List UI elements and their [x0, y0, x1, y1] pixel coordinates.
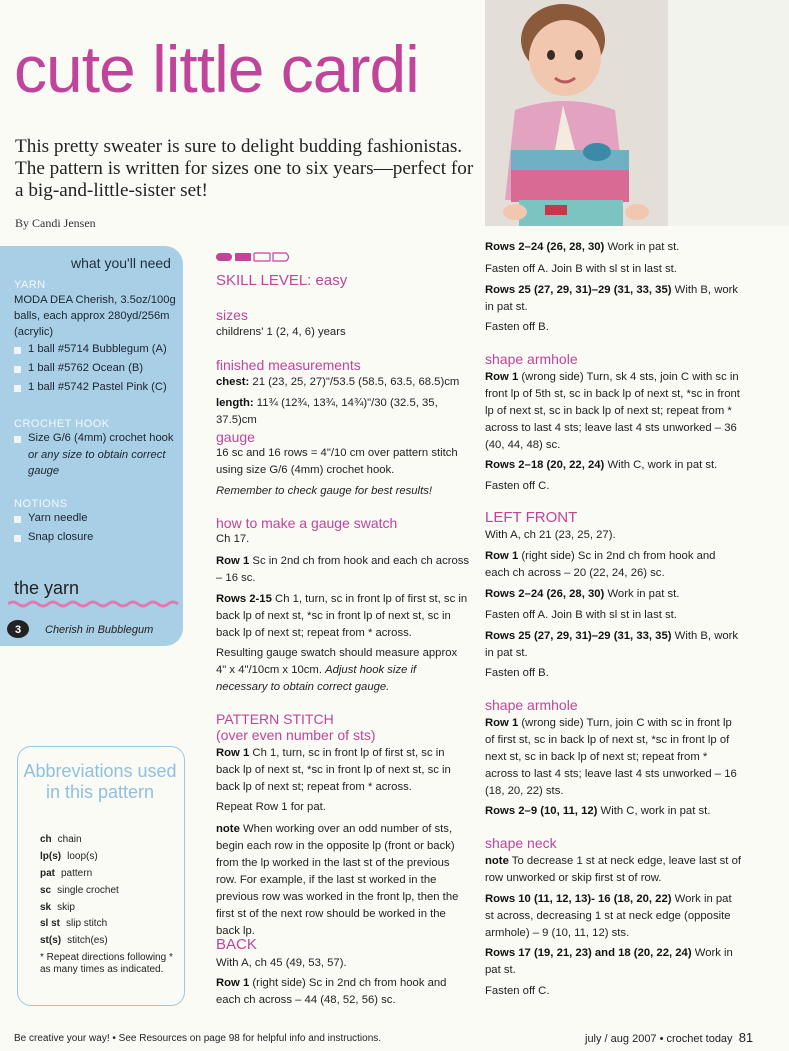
the-yarn-heading: the yarn [14, 578, 80, 598]
section-heading-lf-armhole: shape armhole [485, 697, 578, 713]
gauge-text: 16 sc and 16 rows = 4"/10 cm over pattern stitch using size G/6 (4mm) crochet hook. [216, 447, 458, 476]
lf-armhole-row1: Row 1 (wrong side) Turn, join C with sc in front lp of first st, sc in back lp of next st, *sc in front lp of next st, sc in back lp of next st; repeat from * across to last 4 sts; leave last 4 sts unworked – 16 (18, 20, 22) sts. [485, 717, 737, 797]
left-front-rows25: Rows 25 (27, 29, 31)–29 (31, 33, 35) With B, work in pat st. [485, 630, 739, 659]
bullet-icon [14, 436, 21, 443]
armhole-row1: Row 1 (wrong side) Turn, sk 4 sts, join C with sc in front lp of 5th st, sc in back lp of next st, *sc in front lp of next st, sc in back lp of next st; repeat from * across to last 4 sts; leave last 4 sts unworked – 36 (40, 44, 48) sc. [485, 371, 740, 451]
sizes-text: childrens' 1 (2, 4, 6) years [216, 326, 346, 338]
child-photo [485, 0, 668, 226]
lf-armhole-rows2-9: Rows 2–9 (10, 11, 12) With C, work in pat st. [485, 805, 711, 817]
footer-note: Be creative your way! • See Resources on page 98 for helpful info and instructions. [14, 1033, 382, 1044]
abbreviations-title: Abbreviations used in this pattern [23, 761, 177, 802]
yarn-item: 1 ball #5714 Bubblegum (A) [28, 343, 167, 355]
hook-section-label: CROCHET HOOK [14, 418, 110, 430]
byline: By Candi Jensen [15, 216, 96, 230]
section-heading-neck: shape neck [485, 835, 557, 851]
swatch-rows2-15: Rows 2-15 Ch 1, turn, sc in front lp of first st, sc in back lp of next st, *sc in front lp of next st, sc in back lp of next st; repeat from * across. [216, 593, 468, 639]
section-heading-left-front: LEFT FRONT [485, 509, 578, 526]
yarn-item: 1 ball #5742 Pastel Pink (C) [28, 381, 167, 393]
pattern-stitch-note: note When working over an odd number of sts, begin each row in the opposite lp (front or back) from the lp worked in the last st of the previous row. For example, if the last st worked in the previous row was worked in the front lp, then the first st of the next row should be worked in the back lp. [216, 823, 459, 937]
pattern-stitch-subheading: (over even number of sts) [216, 727, 376, 743]
abbreviation-item: pat pattern [40, 868, 93, 879]
section-heading-back: BACK [216, 936, 257, 953]
section-heading-pattern-stitch: PATTERN STITCH [216, 711, 334, 727]
skill-level-icon [216, 252, 292, 262]
left-front-row1: Row 1 (right side) Sc in 2nd ch from hook and each ch across – 20 (22, 24, 26) sc. [485, 550, 716, 579]
section-heading-swatch: how to make a gauge swatch [216, 515, 398, 531]
notions-section-label: NOTIONS [14, 498, 68, 510]
bullet-icon [14, 516, 21, 523]
page-title: cute little cardi [14, 32, 419, 106]
back-fasten-a: Fasten off A. Join B with sl st in last st. [485, 263, 677, 275]
swatch-result: Resulting gauge swatch should measure approx 4" x 4"/10cm x 10cm. Adjust hook size if necessary to obtain correct gauge. [216, 647, 458, 693]
neck-rows17-18: Rows 17 (19, 21, 23) and 18 (20, 22, 24) Work in pat st. [485, 947, 733, 976]
back-fasten-b: Fasten off B. [485, 321, 549, 333]
sidebar-heading: what you'll need [71, 255, 171, 271]
section-heading-armhole: shape armhole [485, 351, 578, 367]
abbreviation-item: ch chain [40, 834, 82, 845]
chest-measurement: chest: 21 (23, 25, 27)"/53.5 (58.5, 63.5, 68.5)cm [216, 376, 460, 388]
neck-fasten-c: Fasten off C. [485, 985, 550, 997]
length-measurement: length: 11¾ (12¾, 13¾, 14¾)"/30 (32.5, 35, 37.5)cm [216, 397, 438, 426]
armhole-fasten-c: Fasten off C. [485, 480, 550, 492]
hook-item: Size G/6 (4mm) crochet hook [28, 432, 174, 444]
abbreviation-item: st(s) stitch(es) [40, 935, 108, 946]
intro-text: This pretty sweater is sure to delight budding fashionistas. The pattern is written for sizes one to six years—perfect for a big-and-little-sister set! [15, 136, 474, 201]
abbreviation-item: sl st slip stitch [40, 918, 108, 929]
pattern-stitch-row1: Row 1 Ch 1, turn, sc in front lp of first st, sc in back lp of next st, *sc in front lp of next st, sc in back lp of next st; repeat from * across. [216, 747, 451, 793]
yarn-weight-icon [6, 619, 30, 639]
abbreviation-item: sk skip [40, 902, 75, 913]
abbreviation-item: sc single crochet [40, 885, 119, 896]
bullet-icon [14, 535, 21, 542]
bullet-icon [14, 347, 21, 354]
back-row1: Row 1 (right side) Sc in 2nd ch from hook and each ch across – 44 (48, 52, 56) sc. [216, 977, 447, 1006]
bullet-icon [14, 366, 21, 373]
left-front-fasten-a: Fasten off A. Join B with sl st in last st. [485, 609, 677, 621]
abbreviations-note: * Repeat directions following * as many times as indicated. [40, 952, 173, 975]
section-heading-sizes: sizes [216, 307, 248, 323]
facing-page-bleed [668, 0, 789, 226]
page-number: 81 [738, 1030, 754, 1045]
neck-note: note To decrease 1 st at neck edge, leave last st of row unworked or skip first st of row. [485, 855, 742, 884]
neck-rows10-16: Rows 10 (11, 12, 13)- 16 (18, 20, 22) Work in pat st across, decreasing 1 st at neck edge (opposite armhole) – 9 (10, 11, 12) sts. [485, 893, 732, 939]
pattern-stitch-repeat: Repeat Row 1 for pat. [216, 801, 326, 813]
left-front-rows2-24: Rows 2–24 (26, 28, 30) Work in pat st. [485, 588, 680, 600]
yarn-section-label: YARN [14, 279, 46, 291]
left-front-chain: With A, ch 21 (23, 25, 27). [485, 529, 616, 541]
skill-level: SKILL LEVEL: easy [216, 272, 348, 289]
bullet-icon [14, 385, 21, 392]
gauge-note: Remember to check gauge for best results! [216, 485, 432, 497]
left-front-fasten-b: Fasten off B. [485, 667, 549, 679]
swatch-chain: Ch 17. [216, 533, 250, 545]
back-rows2-24: Rows 2–24 (26, 28, 30) Work in pat st. [485, 241, 680, 253]
abbreviation-item: lp(s) loop(s) [40, 851, 98, 862]
armhole-rows2-18: Rows 2–18 (20, 22, 24) With C, work in pat st. [485, 459, 718, 471]
back-chain: With A, ch 45 (49, 53, 57). [216, 957, 347, 969]
yarn-squiggle [8, 600, 183, 608]
section-heading-gauge: gauge [216, 429, 255, 445]
notion-item: Snap closure [28, 531, 94, 543]
hook-note: or any size to obtain correct gauge [28, 449, 166, 477]
yarn-item: 1 ball #5762 Ocean (B) [28, 362, 144, 374]
yarn-weight-number: 3 [14, 624, 22, 636]
footer-issue: july / aug 2007 • crochet today 81 [585, 1030, 754, 1045]
section-heading-finished: finished measurements [216, 357, 361, 373]
yarn-description: MODA DEA Cherish, 3.5oz/100g balls, each approx 280yd/256m (acrylic) [14, 294, 176, 338]
notion-item: Yarn needle [28, 512, 88, 524]
yarn-label: Cherish in Bubblegum [45, 624, 154, 636]
swatch-row1: Row 1 Sc in 2nd ch from hook and each ch across – 16 sc. [216, 555, 470, 584]
back-rows25: Rows 25 (27, 29, 31)–29 (31, 33, 35) With B, work in pat st. [485, 284, 739, 313]
